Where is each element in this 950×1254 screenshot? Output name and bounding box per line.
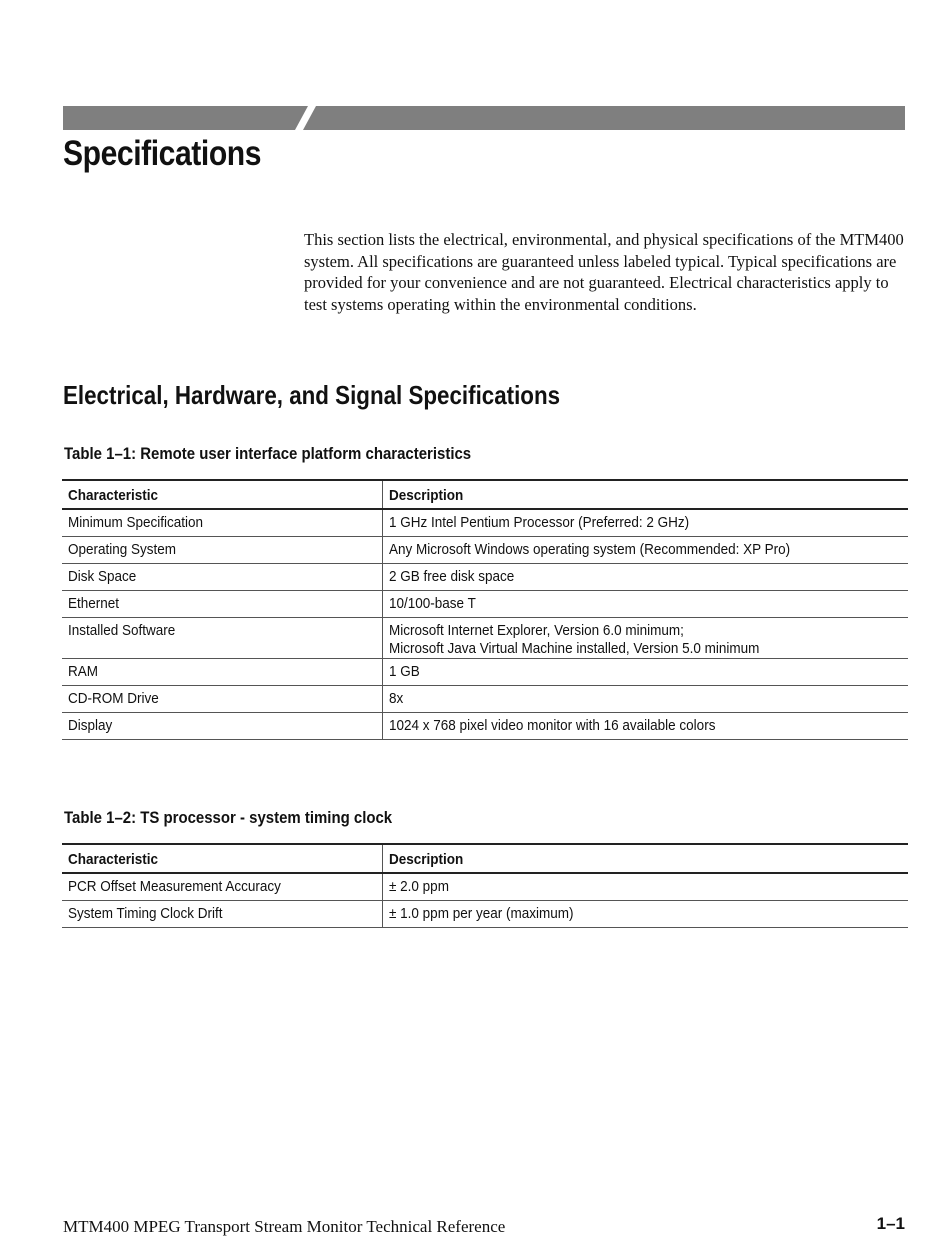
description-line: 1024 x 768 pixel video monitor with 16 available colors bbox=[388, 716, 715, 734]
table-1 bbox=[62, 479, 908, 740]
intro-paragraph: This section lists the electrical, environmental, and physical specifications of the MTM400 system. All specifications are guaranteed unless labeled typical. Typical specifications are provided for your convenience and are not guaranteed. Electrical characteristics apply to test systems operating within the environmental conditions. bbox=[304, 230, 904, 315]
section-heading: Electrical, Hardware, and Signal Specifications bbox=[63, 380, 561, 410]
table-row bbox=[62, 563, 908, 590]
table-row bbox=[62, 712, 908, 739]
table-1-body bbox=[62, 509, 908, 739]
column-header-characteristic: Characteristic bbox=[62, 844, 382, 873]
characteristic-cell: Minimum Specification bbox=[62, 509, 382, 536]
description-line: 10/100-base T bbox=[388, 594, 476, 612]
table-2 bbox=[62, 843, 908, 928]
description-cell bbox=[382, 685, 908, 712]
table-row bbox=[62, 590, 908, 617]
description-line: Any Microsoft Windows operating system (Recommended: XP Pro) bbox=[388, 540, 790, 558]
description-cell bbox=[382, 590, 908, 617]
table-row bbox=[62, 873, 908, 900]
table-row bbox=[62, 617, 908, 658]
column-header-characteristic: Characteristic bbox=[62, 480, 382, 509]
characteristic-cell: RAM bbox=[62, 658, 382, 685]
column-header-description: Description bbox=[382, 480, 908, 509]
characteristic-cell: Ethernet bbox=[62, 590, 382, 617]
table-row bbox=[62, 509, 908, 536]
description-cell bbox=[382, 712, 908, 739]
table-2-caption: Table 1–2: TS processor - system timing clock bbox=[64, 808, 393, 827]
table-row bbox=[62, 536, 908, 563]
description-line: ± 1.0 ppm per year (maximum) bbox=[388, 904, 573, 922]
footer-document-title: MTM400 MPEG Transport Stream Monitor Technical Reference bbox=[63, 1217, 506, 1236]
page-title: Specifications bbox=[63, 134, 262, 173]
description-cell bbox=[382, 900, 908, 927]
description-line: 1 GHz Intel Pentium Processor (Preferred: 2 GHz) bbox=[388, 514, 689, 531]
description-line: Microsoft Internet Explorer, Version 6.0 minimum; bbox=[388, 621, 684, 639]
characteristic-cell: System Timing Clock Drift bbox=[62, 900, 382, 927]
description-cell bbox=[382, 509, 908, 536]
table-2-body bbox=[62, 873, 908, 927]
table-header-row bbox=[62, 844, 908, 873]
table-header-row bbox=[62, 480, 908, 509]
header-bar-fill bbox=[63, 106, 905, 130]
table-row bbox=[62, 900, 908, 927]
characteristic-cell: Disk Space bbox=[62, 563, 382, 590]
description-line: 8x bbox=[388, 689, 403, 707]
characteristic-cell: Operating System bbox=[62, 536, 382, 563]
column-header-description: Description bbox=[382, 844, 908, 873]
description-line: 1 GB bbox=[388, 662, 420, 680]
description-cell bbox=[382, 873, 908, 900]
characteristic-cell: PCR Offset Measurement Accuracy bbox=[62, 873, 382, 900]
description-cell bbox=[382, 658, 908, 685]
characteristic-cell: Installed Software bbox=[62, 617, 382, 658]
characteristic-cell: CD-ROM Drive bbox=[62, 685, 382, 712]
characteristic-cell: Display bbox=[62, 712, 382, 739]
description-cell bbox=[382, 536, 908, 563]
header-bar bbox=[63, 106, 905, 130]
description-cell bbox=[382, 563, 908, 590]
footer-page-number: 1–1 bbox=[876, 1214, 905, 1233]
table-row bbox=[62, 685, 908, 712]
description-line: ± 2.0 ppm bbox=[388, 878, 449, 895]
description-cell bbox=[382, 617, 908, 658]
table-1-caption: Table 1–1: Remote user interface platform characteristics bbox=[64, 444, 472, 463]
description-line: Microsoft Java Virtual Machine installed, Version 5.0 minimum bbox=[388, 639, 759, 657]
description-line: 2 GB free disk space bbox=[388, 567, 514, 585]
table-row bbox=[62, 658, 908, 685]
